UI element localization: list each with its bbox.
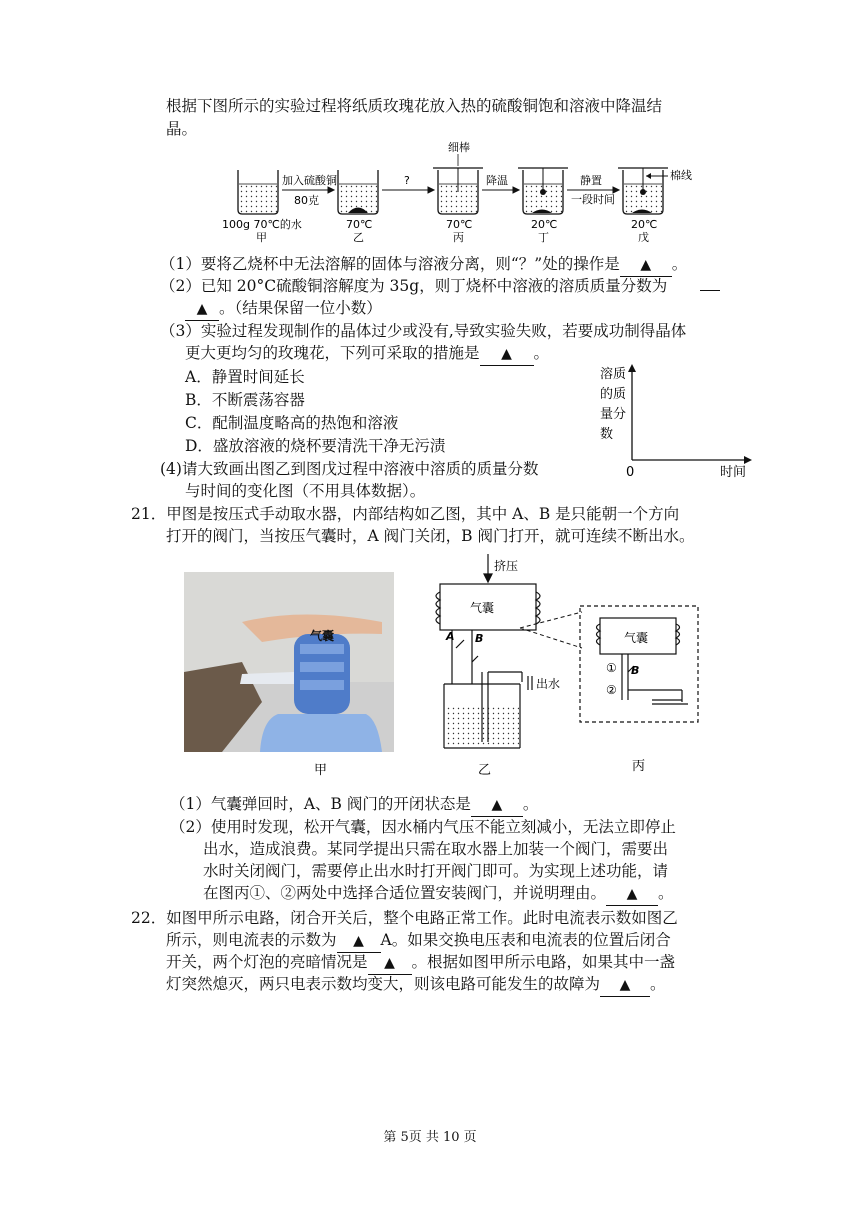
crystallization-process-figure xyxy=(220,140,700,244)
beaker-jia-temp: 100g 70℃的水 xyxy=(222,218,302,231)
label-add-copper-sulfate: 加入硫酸铜 xyxy=(282,174,337,187)
label-rod: 细棒 xyxy=(448,141,470,154)
option-c: C．配制温度略高的热饱和溶液 xyxy=(185,414,399,432)
q20-part2-note: 。（结果保留一位小数） xyxy=(219,299,382,317)
beaker-wu xyxy=(618,168,668,214)
beaker-jia-name: 甲 xyxy=(256,231,267,244)
beaker-ding-temp: 20℃ xyxy=(531,218,558,231)
graph-origin: 0 xyxy=(626,465,635,480)
intro-line-2: 晶。 xyxy=(166,120,198,138)
position-1: ① xyxy=(606,661,617,675)
q21-part2-line1: （2）使用时发现，松开气囊，因水桶内气压不能立刻减小，无法立即停止 xyxy=(170,818,676,836)
answer-mark: ▲ xyxy=(501,346,512,362)
label-cotton-thread: 棉线 xyxy=(670,169,692,182)
answer-blank[interactable] xyxy=(600,973,650,997)
beaker-ding xyxy=(518,168,568,214)
answer-mark: ▲ xyxy=(353,933,364,949)
q20-part4-line1: (4)请大致画出图乙到图戊过程中溶液中溶质的质量分数 xyxy=(160,460,539,478)
q22-line4-rest: 。 xyxy=(650,975,666,993)
page-footer: 第 5页 共 10 页 xyxy=(383,1130,477,1145)
q21-part1-text: （1）气囊弹回时，A、B 阀门的开闭状态是 xyxy=(170,795,471,813)
q21-part2-text: 在图丙①、②两处中选择合适位置安装阀门，并说明理由。 xyxy=(203,884,607,902)
caption-bing: 丙 xyxy=(632,759,646,774)
label-question: ? xyxy=(404,174,410,187)
answer-blank[interactable] xyxy=(471,793,523,817)
beaker-yi xyxy=(338,170,378,214)
q22-line2 xyxy=(166,929,671,953)
q21-part2-line2: 出水，造成浪费。某同学提出只需在取水器上加装一个阀门，需要出 xyxy=(203,840,669,858)
option-b: B．不断震荡容器 xyxy=(185,391,305,409)
graph-xlabel: 时间 xyxy=(720,465,747,480)
beaker-bing xyxy=(433,154,483,214)
answer-blank[interactable] xyxy=(368,951,412,975)
beaker-wu-temp: 20℃ xyxy=(631,218,658,231)
answer-mark: ▲ xyxy=(384,955,395,971)
q22-line1: 22．如图甲所示电路，闭合开关后，整个电路正常工作。此时电流表示数如图乙 xyxy=(131,909,678,927)
q21-part2-line4: 在图丙①、②两处中选择合适位置安装阀门，并说明理由。 ▲ 。 xyxy=(203,882,674,906)
label-valve-b: B xyxy=(475,632,484,645)
blank-graph xyxy=(596,362,760,480)
label-valve-a: A xyxy=(446,630,455,643)
q22-line4-text: 灯突然熄灭，两只电表示数均变大，则该电路可能发生的故障为 xyxy=(166,975,601,993)
q20-part3-line1: （3）实验过程发现制作的晶体过少或没有,导致实验失败，若要成功制得晶体 xyxy=(160,322,687,340)
q20-part4-line2: 与时间的变化图（不用具体数据）。 xyxy=(185,482,426,500)
answer-blank[interactable] xyxy=(606,882,658,906)
photo-airbag-label: 气囊 xyxy=(310,629,335,643)
label-water-out: 出水 xyxy=(536,677,561,691)
caption-jia: 甲 xyxy=(314,763,328,778)
q20-part3-text: 更大更均匀的玫瑰花，下列可采取的措施是 xyxy=(185,344,480,362)
answer-mark: ▲ xyxy=(196,301,208,317)
graph-ylabel-3: 量分 xyxy=(600,407,627,422)
q20-part1-text: （1）要将乙烧杯中无法溶解的固体与溶液分离，则“？”处的操作是 xyxy=(160,255,620,273)
q22-line3-rest: 。根据如图甲所示电路，如果其中一盏 xyxy=(411,953,676,971)
q21-part2-line3: 水时关闭阀门，需要停止出水时打开阀门即可。为实现上述功能，请 xyxy=(203,862,669,880)
answer-blank-tail[interactable] xyxy=(700,275,720,297)
schematic-yi xyxy=(436,554,540,748)
graph-ylabel-1: 溶质 xyxy=(600,367,627,382)
position-2: ② xyxy=(606,683,617,697)
caption-yi: 乙 xyxy=(478,763,492,778)
beaker-bing-name: 丙 xyxy=(453,231,464,244)
q20-part2-cont xyxy=(185,297,382,321)
answer-mark: ▲ xyxy=(626,886,638,902)
q22-line3 xyxy=(166,951,675,975)
q22-line4 xyxy=(166,973,666,997)
beaker-ding-name: 丁 xyxy=(538,231,549,244)
q21-part1: （1）气囊弹回时，A、B 阀门的开闭状态是 ▲ 。 xyxy=(170,793,538,817)
answer-mark: ▲ xyxy=(640,257,652,273)
q20-part1: （1）要将乙烧杯中无法溶解的固体与溶液分离，则“？”处的操作是 ▲ 。 xyxy=(160,253,687,277)
detail-airbag-label: 气囊 xyxy=(624,631,649,645)
label-some-time: 一段时间 xyxy=(571,193,615,206)
graph-ylabel-2: 的质 xyxy=(600,387,627,402)
option-a: A．静置时间延长 xyxy=(185,368,305,386)
beaker-jia xyxy=(238,170,278,214)
answer-blank[interactable] xyxy=(620,253,672,277)
answer-mark: ▲ xyxy=(491,797,503,813)
q21-line2: 打开的阀门，当按压气囊时，A 阀门关闭，B 阀门打开，就可连续不断出水。 xyxy=(166,527,695,545)
q20-part2: （2）已知 20°C硫酸铜溶解度为 35g，则丁烧杯中溶液的溶质质量分数为 xyxy=(160,277,668,295)
q22-line2-rest: A。如果交换电压表和电流表的位置后闭合 xyxy=(380,931,671,949)
q22-line3-text: 开关，两个灯泡的亮暗情况是 xyxy=(166,953,368,971)
answer-blank[interactable] xyxy=(480,342,534,366)
label-still: 静置 xyxy=(580,174,602,187)
label-airbag: 气囊 xyxy=(470,601,495,615)
intro-line-1: 根据下图所示的实验过程将纸质玫瑰花放入热的硫酸铜饱和溶液中降温结 xyxy=(166,97,663,115)
beaker-bing-temp: 70℃ xyxy=(446,218,473,231)
option-d: D．盛放溶液的烧杯要清洗干净无污渍 xyxy=(185,437,446,455)
label-80g: 80克 xyxy=(294,194,319,207)
answer-blank[interactable] xyxy=(337,929,381,953)
graph-ylabel-4: 数 xyxy=(600,427,614,442)
label-cool: 降温 xyxy=(486,174,508,187)
q22-line2-text: 所示，则电流表的示数为 xyxy=(166,931,337,949)
q21-line1: 21．甲图是按压式手动取水器，内部结构如乙图，其中 A、B 是只能朝一个方向 xyxy=(131,505,680,523)
beaker-yi-name: 乙 xyxy=(353,231,364,244)
detail-valve-b: B xyxy=(631,664,640,677)
label-press: 挤压 xyxy=(494,559,519,573)
answer-mark: ▲ xyxy=(619,977,631,993)
photo-jia xyxy=(184,572,394,778)
q20-part3-line2: 更大更均匀的玫瑰花，下列可采取的措施是 ▲ 。 xyxy=(185,342,549,366)
answer-blank[interactable] xyxy=(185,297,219,321)
beaker-yi-temp: 70℃ xyxy=(346,218,373,231)
beaker-wu-name: 戊 xyxy=(638,231,649,244)
water-dispenser-figure xyxy=(182,552,704,780)
